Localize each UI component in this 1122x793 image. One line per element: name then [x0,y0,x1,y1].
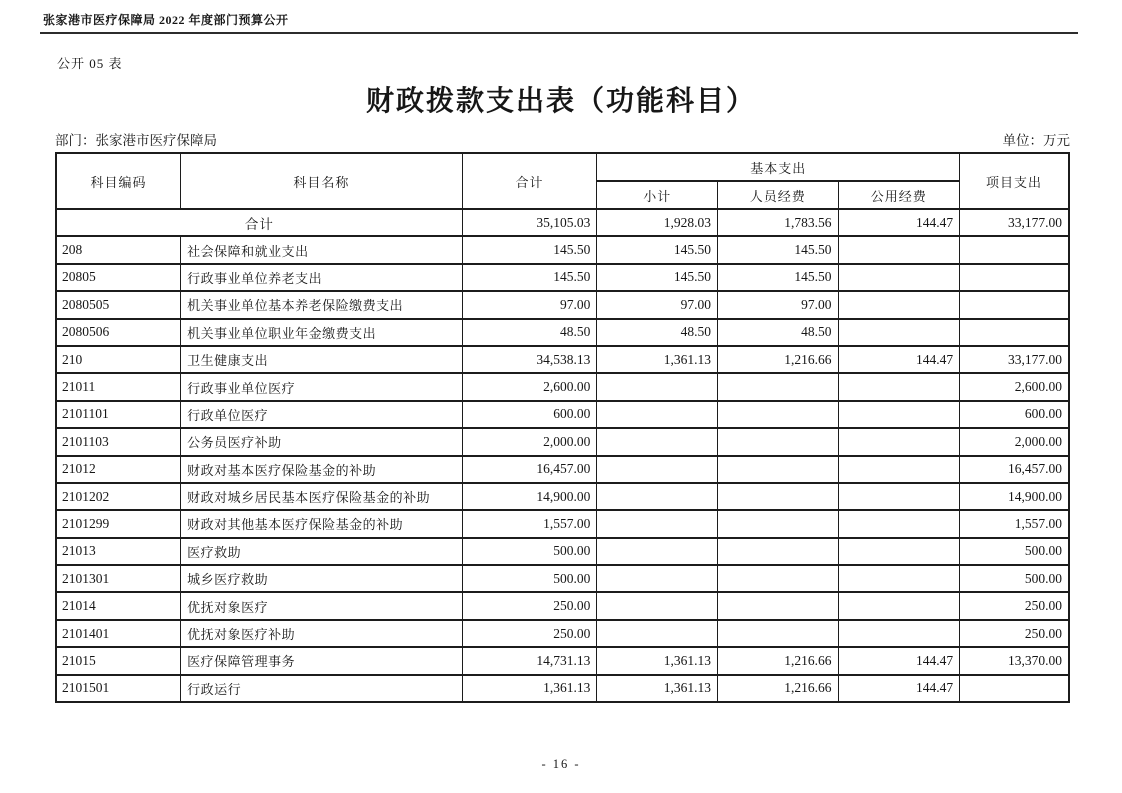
cell-public [838,592,960,619]
cell-personnel [717,456,838,483]
table-row [56,565,1069,592]
cell-public [838,510,960,537]
cell-personnel: 1,216.66 [717,675,838,702]
cell-code: 2101401 [56,620,181,647]
table-header [56,153,1069,209]
cell-public: 144.47 [838,209,960,236]
cell-name: 社会保障和就业支出 [181,236,463,263]
table-row [56,346,1069,373]
cell-project: 500.00 [960,565,1069,592]
cell-subtotal [597,565,718,592]
table-row [56,319,1069,346]
cell-code: 208 [56,236,181,263]
cell-name: 行政运行 [181,675,463,702]
cell-subtotal [597,428,718,455]
cell-total: 145.50 [462,236,597,263]
cell-code: 210 [56,346,181,373]
cell-total: 35,105.03 [462,209,597,236]
cell-code: 21011 [56,373,181,400]
table-row [56,456,1069,483]
cell-subtotal [597,483,718,510]
cell-public [838,428,960,455]
cell-total: 48.50 [462,319,597,346]
cell-public [838,456,960,483]
cell-name: 行政单位医疗 [181,401,463,428]
cell-subtotal: 48.50 [597,319,718,346]
cell-code: 21015 [56,647,181,674]
table-row [56,209,1069,236]
cell-name: 机关事业单位职业年金缴费支出 [181,319,463,346]
cell-project: 500.00 [960,538,1069,565]
cell-project: 13,370.00 [960,647,1069,674]
cell-public: 144.47 [838,647,960,674]
cell-total: 1,361.13 [462,675,597,702]
cell-total: 600.00 [462,401,597,428]
cell-code: 21012 [56,456,181,483]
cell-code: 2080505 [56,291,181,318]
cell-personnel [717,592,838,619]
cell-code: 21013 [56,538,181,565]
cell-total: 2,000.00 [462,428,597,455]
cell-name: 机关事业单位基本养老保险缴费支出 [181,291,463,318]
cell-personnel [717,373,838,400]
table-row [56,510,1069,537]
cell-name: 行政事业单位养老支出 [181,264,463,291]
col-header-personnel: 人员经费 [717,181,838,209]
table-row [56,620,1069,647]
table-row [56,538,1069,565]
table-row [56,373,1069,400]
table-row [56,291,1069,318]
cell-subtotal: 97.00 [597,291,718,318]
cell-subtotal: 1,361.13 [597,675,718,702]
cell-subtotal [597,373,718,400]
cell-project: 1,557.00 [960,510,1069,537]
cell-subtotal [597,538,718,565]
cell-subtotal: 1,361.13 [597,647,718,674]
table-row [56,264,1069,291]
budget-table [55,152,1070,703]
table-body [56,209,1069,702]
cell-personnel [717,620,838,647]
cell-name: 优抚对象医疗补助 [181,620,463,647]
department-label: 部门：张家港市医疗保障局 [55,133,217,148]
table-row [56,675,1069,702]
cell-personnel: 1,783.56 [717,209,838,236]
cell-subtotal: 1,928.03 [597,209,718,236]
cell-personnel: 1,216.66 [717,346,838,373]
cell-name: 医疗保障管理事务 [181,647,463,674]
table-row [56,401,1069,428]
cell-project: 250.00 [960,620,1069,647]
cell-name: 卫生健康支出 [181,346,463,373]
cell-total: 250.00 [462,620,597,647]
cell-code: 2101501 [56,675,181,702]
cell-personnel [717,483,838,510]
cell-subtotal [597,401,718,428]
unit-label: 单位：万元 [1002,133,1070,148]
cell-subtotal: 145.50 [597,236,718,263]
col-header-subtotal: 小计 [597,181,718,209]
cell-personnel: 145.50 [717,236,838,263]
cell-public [838,483,960,510]
cell-project [960,291,1069,318]
cell-subtotal [597,456,718,483]
cell-personnel [717,510,838,537]
cell-public [838,620,960,647]
cell-public [838,264,960,291]
cell-subtotal [597,592,718,619]
cell-public: 144.47 [838,675,960,702]
cell-total: 97.00 [462,291,597,318]
cell-total: 34,538.13 [462,346,597,373]
cell-public [838,401,960,428]
cell-name: 公务员医疗补助 [181,428,463,455]
cell-total: 14,731.13 [462,647,597,674]
table-row [56,592,1069,619]
cell-public [838,565,960,592]
cell-total: 2,600.00 [462,373,597,400]
cell-personnel [717,428,838,455]
cell-name: 财政对城乡居民基本医疗保险基金的补助 [181,483,463,510]
cell-project [960,236,1069,263]
cell-public: 144.47 [838,346,960,373]
cell-personnel: 97.00 [717,291,838,318]
cell-code: 2101299 [56,510,181,537]
cell-personnel [717,538,838,565]
cell-subtotal: 145.50 [597,264,718,291]
table-row [56,428,1069,455]
cell-project: 250.00 [960,592,1069,619]
cell-name: 行政事业单位医疗 [181,373,463,400]
cell-name: 财政对基本医疗保险基金的补助 [181,456,463,483]
cell-code: 2101301 [56,565,181,592]
page-number: - 16 - [541,757,581,771]
cell-name: 医疗救助 [181,538,463,565]
cell-personnel [717,401,838,428]
cell-project: 600.00 [960,401,1069,428]
page-header-text: 张家港市医疗保障局 2022 年度部门预算公开 [43,13,289,27]
col-header-name: 科目名称 [181,153,463,209]
cell-code: 21014 [56,592,181,619]
cell-personnel: 1,216.66 [717,647,838,674]
cell-personnel [717,565,838,592]
col-header-code: 科目编码 [56,153,181,209]
cell-public [838,236,960,263]
cell-total: 250.00 [462,592,597,619]
cell-name: 财政对其他基本医疗保险基金的补助 [181,510,463,537]
cell-project: 14,900.00 [960,483,1069,510]
cell-public [838,291,960,318]
page-header [40,11,1078,34]
cell-public [838,538,960,565]
cell-code: 2080506 [56,319,181,346]
cell-subtotal [597,620,718,647]
cell-personnel: 48.50 [717,319,838,346]
col-header-basic-group: 基本支出 [597,153,960,181]
cell-project: 2,600.00 [960,373,1069,400]
cell-total: 1,557.00 [462,510,597,537]
col-header-project: 项目支出 [960,153,1069,209]
cell-project [960,264,1069,291]
cell-project: 2,000.00 [960,428,1069,455]
cell-total: 500.00 [462,565,597,592]
table-row [56,236,1069,263]
cell-code: 2101202 [56,483,181,510]
col-header-public: 公用经费 [838,181,960,209]
cell-code: 20805 [56,264,181,291]
cell-total: 16,457.00 [462,456,597,483]
cell-project: 33,177.00 [960,346,1069,373]
cell-code: 2101101 [56,401,181,428]
table-row [56,647,1069,674]
cell-project: 16,457.00 [960,456,1069,483]
cell-name: 城乡医疗救助 [181,565,463,592]
cell-personnel: 145.50 [717,264,838,291]
cell-name: 优抚对象医疗 [181,592,463,619]
cell-project: 33,177.00 [960,209,1069,236]
cell-project [960,319,1069,346]
cell-row-label: 合计 [56,209,462,236]
cell-total: 145.50 [462,264,597,291]
cell-total: 500.00 [462,538,597,565]
table-meta-row [55,129,1070,149]
cell-total: 14,900.00 [462,483,597,510]
page-title: 财政拨款支出表（功能科目） [365,86,756,117]
cell-code: 2101103 [56,428,181,455]
table-row [56,483,1069,510]
cell-public [838,319,960,346]
form-code-label: 公开 05 表 [57,56,123,71]
cell-subtotal [597,510,718,537]
cell-project [960,675,1069,702]
header-row-1 [56,153,1069,181]
cell-public [838,373,960,400]
col-header-total: 合计 [462,153,597,209]
cell-subtotal: 1,361.13 [597,346,718,373]
